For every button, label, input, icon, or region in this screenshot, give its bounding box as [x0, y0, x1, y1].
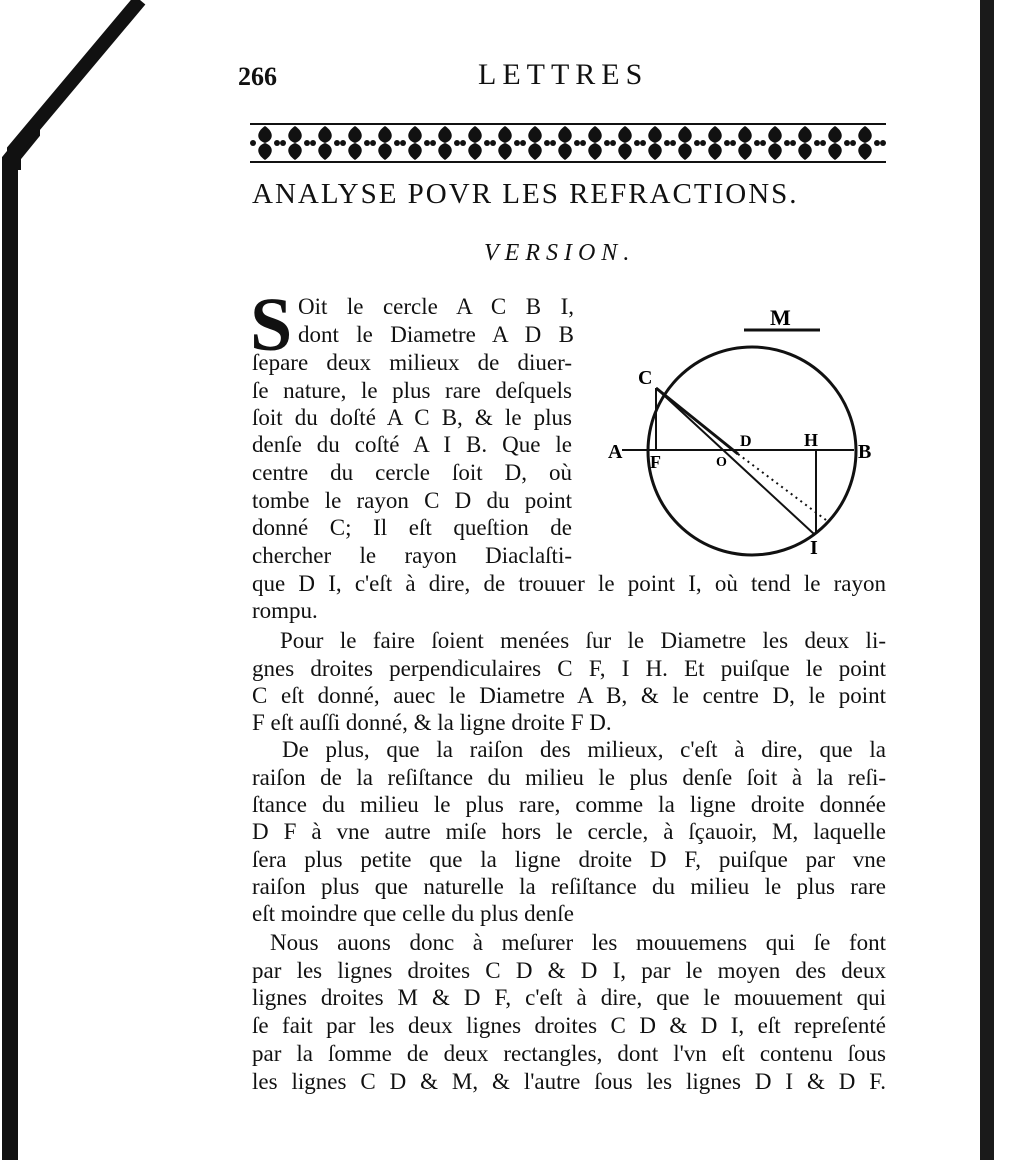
label-a: A: [608, 441, 623, 463]
page-edge-right: [980, 0, 994, 1160]
text-line: dont le Diametre A D B: [298, 322, 574, 347]
text-line: que D I, c'eſt à dire, de trouuer le point I, où tend le rayon: [252, 571, 886, 596]
page-number: 266: [238, 62, 277, 91]
text-line: par les lignes droites C D & D I, par le moyen des deux: [252, 958, 886, 983]
page-fold-corner: [0, 0, 150, 170]
text-line: rompu.: [252, 598, 318, 623]
text-line: raiſon de la reſiſtance du milieu le plus denſe ſoit à la reſi-: [252, 765, 886, 790]
refraction-diagram: [598, 300, 888, 572]
text-line: eſt moindre que celle du plus denſe: [252, 901, 574, 926]
label-m: M: [770, 305, 791, 330]
text-line: centre du cercle ſoit D, où: [252, 460, 572, 485]
text-line: Oit le cercle A C B I,: [298, 294, 574, 319]
text-line: tombe le rayon C D du point: [252, 488, 572, 513]
label-d: D: [740, 433, 752, 450]
running-head: LETTRES: [478, 58, 649, 91]
label-i: I: [810, 537, 818, 559]
text-line: C eſt donné, auec le Diametre A B, & le centre D, le point: [252, 683, 886, 708]
text-line: ſtance du milieu le plus rare, comme la ligne droite donnée: [252, 792, 886, 817]
label-h: H: [804, 430, 819, 450]
text-line: ſera plus petite que la ligne droite D F, puiſque par vne: [252, 847, 886, 872]
text-line: De plus, que la raiſon des milieux, c'eſt à dire, que la: [282, 737, 886, 762]
label-c: C: [638, 367, 653, 389]
ray-continuation: [738, 454, 826, 520]
text-line: raiſon plus que naturelle la reſiſtance du milieu le plus rare: [252, 874, 886, 899]
article-title: ANALYSE POVR LES REFRACTIONS.: [252, 178, 799, 210]
ray-cd: [656, 388, 738, 454]
text-line: lignes droites M & D F, c'eſt à dire, que le mouuement qui: [252, 985, 886, 1010]
text-line: Nous auons donc à meſurer les mouuemens qui ſe font: [270, 930, 886, 955]
text-line: F eſt auſſi donné, & la ligne droite F D.: [252, 710, 612, 735]
text-line: ſe nature, le plus rare deſquels: [252, 378, 572, 403]
text-line: ſepare deux milieux de diuer-: [252, 350, 572, 375]
text-line: donné C; Il eſt queſtion de: [252, 515, 572, 540]
text-line: ſoit du doſté A C B, & le plus: [252, 405, 572, 430]
text-line: denſe du coſté A I B. Que le: [252, 432, 572, 457]
section-subtitle: VERSION.: [484, 240, 636, 266]
ornament-band: [250, 122, 886, 164]
text-line: gnes droites perpendiculaires C F, I H. Et puiſque le point: [252, 656, 886, 681]
label-f: F: [650, 452, 661, 472]
text-line: ſe fait par les deux lignes droites C D & D I, eſt repreſenté: [252, 1013, 886, 1038]
page-edge-left: [0, 0, 40, 1160]
ray-di: [656, 388, 814, 534]
label-b: B: [858, 441, 872, 463]
text-line: par la ſomme de deux rectangles, dont l'vn eſt contenu ſous: [252, 1041, 886, 1066]
label-o: O: [716, 455, 727, 470]
drop-cap: S: [250, 283, 293, 367]
text-line: les lignes C D & M, & l'autre ſous les lignes D I & D F.: [252, 1069, 886, 1094]
text-line: D F à vne autre miſe hors le cercle, à ſçauoir, M, laquelle: [252, 819, 886, 844]
text-line: Pour le faire ſoient menées ſur le Diametre les deux li-: [280, 628, 886, 653]
text-line: chercher le rayon Diaclaſti-: [252, 543, 572, 568]
